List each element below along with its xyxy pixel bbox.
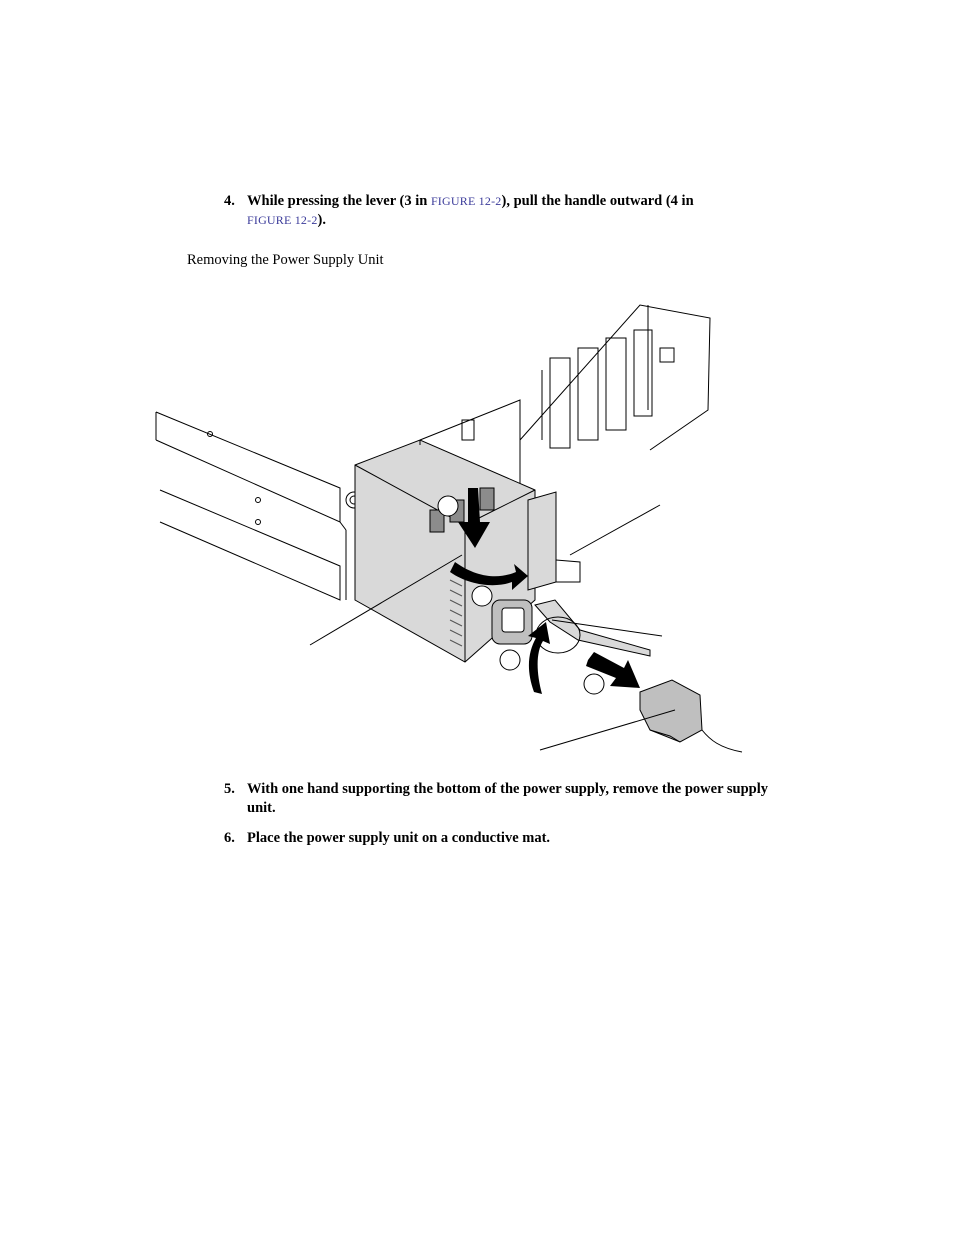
callout-circle [472, 586, 492, 606]
step-text: Place the power supply unit on a conductive mat. [247, 830, 551, 846]
step-number: 4. [224, 193, 235, 209]
step-number: 6. [224, 830, 235, 846]
step-5 [224, 780, 794, 818]
step-number: 5. [224, 781, 235, 797]
step-text: While pressing the lever (3 in FIGURE 12-2), pull the handle outward (4 in FIGURE 12-2). [247, 193, 694, 228]
step-6 [224, 829, 794, 848]
callout-circle [438, 496, 458, 516]
psu-handle [528, 492, 580, 590]
step-4 [224, 192, 794, 230]
callout-circle [584, 674, 604, 694]
power-supply-unit [355, 440, 535, 662]
server-chassis [156, 412, 362, 600]
step-text: With one hand supporting the bottom of the power supply, remove the power supply unit. [247, 781, 769, 816]
callout-circle [500, 650, 520, 670]
power-supply-removal-illustration [150, 300, 770, 765]
figure-crossref-link[interactable]: FIGURE 12-2 [247, 213, 318, 227]
lever-cord-clip [535, 600, 650, 656]
figure-crossref-link[interactable]: FIGURE 12-2 [430, 194, 502, 208]
figure-caption: Removing the Power Supply Unit [187, 252, 384, 268]
